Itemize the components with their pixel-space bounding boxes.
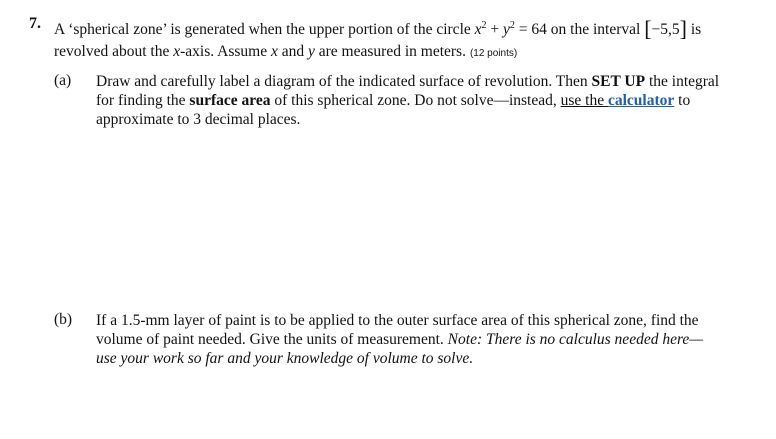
part-b-text: volume of paint needed. Give the units of measurement. <box>96 331 448 348</box>
equation-x: x <box>474 21 482 38</box>
points-label: (12 points) <box>469 48 518 59</box>
stem-text: revolved about the <box>54 43 174 60</box>
stem-line-1 <box>54 15 759 41</box>
stem-variable-x: x <box>173 43 181 60</box>
problem-stem <box>54 15 759 65</box>
stem-text: -axis. Assume <box>180 43 271 60</box>
part-a-text: of this spherical zone. Do not solve—instead, <box>270 92 561 109</box>
stem-text: A ‘spherical zone’ is generated when the upper portion of the circle <box>54 21 475 38</box>
stem-text: are measured in meters. <box>314 43 466 60</box>
stem-text: on the interval <box>546 21 645 38</box>
equation-rest: = 64 <box>514 21 547 38</box>
surface-area-emphasis: surface area <box>189 92 271 109</box>
part-a-text: the integral <box>645 73 720 90</box>
part-a-label: (a) <box>54 72 72 89</box>
part-a-body <box>96 72 756 129</box>
stem-line-2 <box>54 41 759 65</box>
equation-y: y <box>503 21 510 38</box>
part-a-line-1 <box>96 72 756 91</box>
equation-plus: + <box>486 21 504 38</box>
calculator-link[interactable]: calculator <box>607 92 675 109</box>
part-a-line-3: approximate to 3 decimal places. <box>96 111 301 128</box>
note-text: Note: There is no calculus needed here— <box>447 331 704 348</box>
part-b-line-3: use your work so far and your knowledge of volume to solve. <box>96 350 474 367</box>
underlined-text: use the <box>560 92 608 109</box>
part-b-line-2 <box>96 330 756 349</box>
part-b-body <box>96 311 756 368</box>
stem-text: is <box>686 21 702 38</box>
interval-values: −5,5 <box>651 21 680 38</box>
part-a-text: Draw and carefully label a diagram of the indicated surface of revolution. Then <box>96 73 592 90</box>
part-b-label: (b) <box>54 311 73 328</box>
set-up-emphasis: SET UP <box>591 73 646 90</box>
stem-variable-x: x <box>270 43 278 60</box>
part-a-text: to <box>674 92 691 109</box>
stem-text: and <box>277 43 308 60</box>
equation-exponent: 2 <box>509 20 515 31</box>
equation-exponent: 2 <box>481 20 487 31</box>
part-a-text: for finding the <box>96 92 190 109</box>
part-a-line-2 <box>96 91 756 110</box>
part-b-line-1: If a 1.5-mm layer of paint is to be applied to the outer surface area of this spherical zone, find the <box>96 312 699 329</box>
problem-number: 7. <box>29 15 41 32</box>
interval-open-bracket: [ <box>644 16 652 41</box>
stem-variable-y: y <box>308 43 315 60</box>
interval-close-bracket: ] <box>679 16 687 41</box>
